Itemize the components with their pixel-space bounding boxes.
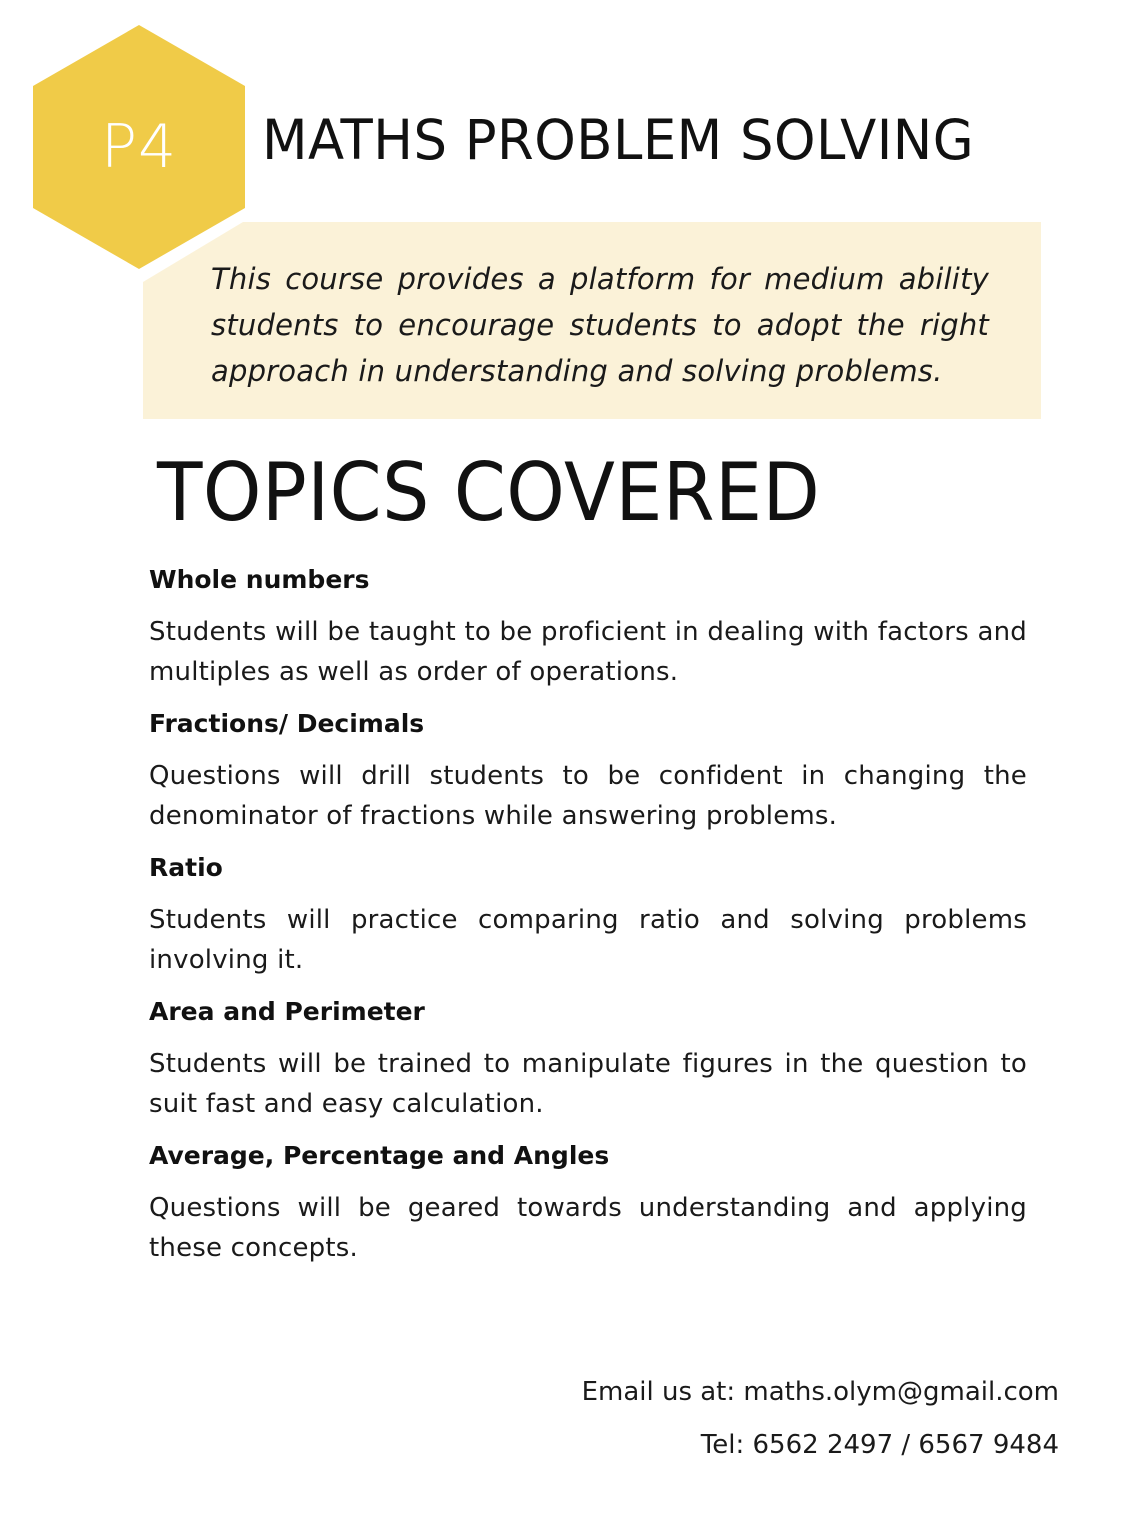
topic-description: Students will be trained to manipulate figures in the question to suit fast and easy calculation. bbox=[149, 1049, 1027, 1119]
topic-title: Whole numbers bbox=[149, 565, 370, 594]
topic-item bbox=[149, 992, 1027, 1124]
contact-email: Email us at: maths.olym@gmail.com bbox=[581, 1377, 1059, 1407]
topic-item bbox=[149, 560, 1027, 692]
contact-info bbox=[582, 1372, 1059, 1478]
topic-title: Average, Percentage and Angles bbox=[149, 1141, 610, 1170]
topics-list bbox=[149, 560, 1027, 1280]
topic-item bbox=[149, 1136, 1027, 1268]
intro-box bbox=[143, 222, 1041, 419]
topic-title: Fractions/ Decimals bbox=[149, 709, 425, 738]
contact-phone: Tel: 6562 2497 / 6567 9484 bbox=[700, 1430, 1059, 1460]
topic-description: Questions will drill students to be confident in changing the denominator of fractions while answering problems. bbox=[149, 761, 1027, 831]
topic-item bbox=[149, 704, 1027, 836]
topic-title: Area and Perimeter bbox=[149, 997, 425, 1026]
topic-description: Students will be taught to be proficient in dealing with factors and multiples as well as order of operations. bbox=[149, 617, 1027, 687]
topic-item bbox=[149, 848, 1027, 980]
topic-title: Ratio bbox=[149, 853, 223, 882]
course-title: MATHS PROBLEM SOLVING bbox=[262, 108, 975, 172]
topics-heading: TOPICS COVERED bbox=[157, 446, 821, 539]
course-description: This course provides a platform for medium ability students to encourage students to adopt the right approach in understanding and solving problems. bbox=[211, 262, 989, 388]
grade-label: P4 bbox=[100, 112, 178, 182]
topic-description: Students will practice comparing ratio and solving problems involving it. bbox=[149, 905, 1027, 975]
topic-description: Questions will be geared towards understanding and applying these concepts. bbox=[149, 1193, 1027, 1263]
